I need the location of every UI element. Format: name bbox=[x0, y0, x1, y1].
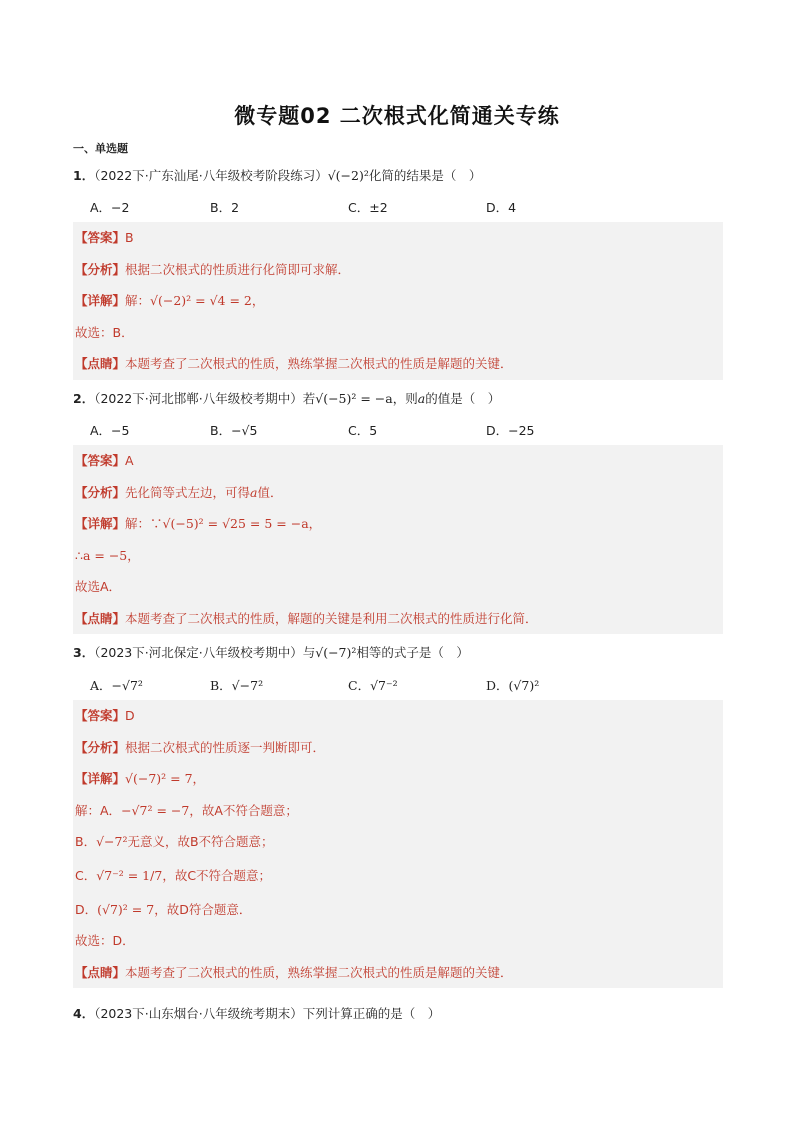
analysis-tag: 【分析】 bbox=[75, 484, 126, 500]
question-text: 化简的结果是（ ） bbox=[368, 168, 482, 183]
page-title: 微专题02 二次根式化简通关专练 bbox=[234, 104, 560, 128]
question-expression: √(−7)² bbox=[315, 645, 357, 660]
comment-text: 本题考查了二次根式的性质，熟练掌握二次根式的性质是解题的关键． bbox=[125, 964, 513, 980]
detail-line-d bbox=[73, 894, 723, 926]
choose-text: 故选：D． bbox=[75, 933, 135, 948]
option-a: A．−5 bbox=[90, 423, 130, 438]
question-source: （2022下·河北邯郸·八年级校考期中） bbox=[94, 391, 303, 406]
analysis-text-end: 值． bbox=[257, 484, 283, 500]
detail-row bbox=[73, 285, 723, 317]
option-d: D．(√7)² bbox=[486, 678, 540, 693]
answer-row bbox=[73, 222, 723, 254]
question-3-options bbox=[90, 676, 730, 696]
option-a: A．−2 bbox=[90, 200, 130, 215]
analysis-tag: 【分析】 bbox=[75, 261, 126, 277]
detail-row bbox=[73, 508, 723, 540]
detail-line-expr: √−7² bbox=[96, 834, 128, 849]
detail-text: 解：√(−2)² = √4 = 2， bbox=[125, 293, 265, 308]
question-mid: ，则 bbox=[392, 391, 418, 406]
question-number: 2． bbox=[73, 391, 95, 406]
answer-tag: 【答案】 bbox=[75, 453, 126, 468]
question-expression: √(−5)² = −a bbox=[315, 391, 393, 406]
question-1-options bbox=[90, 198, 730, 218]
question-text: 相等的式子是（ ） bbox=[356, 645, 469, 660]
answer-value: A bbox=[125, 453, 134, 468]
comment-tag: 【点睛】 bbox=[75, 610, 126, 626]
answer-value: D bbox=[125, 708, 135, 723]
question-3-solution bbox=[73, 700, 723, 988]
detail-tag: 【详解】 bbox=[75, 516, 126, 531]
option-b: B．√−7² bbox=[210, 678, 264, 693]
question-text: 的值是（ ） bbox=[425, 391, 501, 406]
comment-row bbox=[73, 348, 723, 380]
detail-line-expr: (√7)² = 7 bbox=[97, 901, 155, 917]
question-source: （2022下·广东汕尾·八年级校考阶段练习） bbox=[94, 168, 328, 183]
question-2-solution bbox=[73, 445, 723, 634]
detail-line-label: D． bbox=[75, 901, 98, 917]
detail-text-2: ∴a = −5， bbox=[75, 547, 140, 563]
detail-row bbox=[73, 763, 723, 795]
option-c: C．√7⁻² bbox=[348, 678, 398, 693]
detail-line-text: ，故D符合题意． bbox=[154, 901, 252, 917]
detail-line-text: 无意义，故B不符合题意； bbox=[127, 834, 274, 849]
option-b: B．−√5 bbox=[210, 423, 258, 438]
detail-line-text: ，故A不符合题意； bbox=[189, 802, 298, 818]
question-1-solution bbox=[73, 222, 723, 380]
detail-line-expr: −√7² = −7 bbox=[121, 802, 190, 818]
analysis-text: 先化简等式左边，可得 bbox=[125, 484, 251, 500]
detail-line-label: 解：A． bbox=[75, 802, 122, 818]
question-source: （2023下·山东烟台·八年级统考期末） bbox=[94, 1006, 303, 1021]
detail-tag: 【详解】 bbox=[75, 293, 126, 308]
question-number: 3． bbox=[73, 645, 95, 660]
detail-row-2 bbox=[73, 540, 723, 572]
detail-line-b bbox=[73, 826, 723, 858]
answer-tag: 【答案】 bbox=[75, 230, 126, 245]
answer-row bbox=[73, 700, 723, 732]
option-d: D．4 bbox=[486, 200, 517, 215]
question-4-stem bbox=[73, 1004, 440, 1022]
question-number: 1． bbox=[73, 168, 95, 183]
answer-tag: 【答案】 bbox=[75, 708, 126, 723]
analysis-row bbox=[73, 477, 723, 509]
choose-text: 故选：B． bbox=[75, 324, 134, 340]
question-2-stem bbox=[73, 389, 500, 407]
answer-value: B bbox=[125, 230, 134, 245]
question-3-stem bbox=[73, 643, 469, 661]
choose-row bbox=[73, 925, 723, 957]
analysis-text: 根据二次根式的性质进行化简即可求解． bbox=[125, 261, 351, 277]
comment-row bbox=[73, 603, 723, 635]
comment-row bbox=[73, 957, 723, 989]
detail-line-label: B． bbox=[75, 834, 97, 849]
choose-row bbox=[73, 317, 723, 349]
choose-text: 故选A． bbox=[75, 579, 122, 594]
comment-tag: 【点睛】 bbox=[75, 356, 126, 371]
detail-line-text: ，故C不符合题意； bbox=[162, 867, 272, 883]
question-variable: a bbox=[417, 391, 426, 406]
comment-tag: 【点睛】 bbox=[75, 964, 126, 980]
option-a: A．−√7² bbox=[90, 678, 143, 693]
detail-line-label: C． bbox=[75, 867, 97, 883]
option-d: D．−25 bbox=[486, 423, 535, 438]
question-text: 下列计算正确的是（ ） bbox=[302, 1006, 441, 1021]
comment-text: 本题考查了二次根式的性质，解题的关键是利用二次根式的性质进行化简． bbox=[125, 610, 538, 626]
question-prefix: 与 bbox=[302, 645, 316, 660]
option-b: B．2 bbox=[210, 200, 240, 215]
analysis-tag: 【分析】 bbox=[75, 739, 126, 755]
option-c: C．5 bbox=[348, 423, 378, 438]
option-c: C．±2 bbox=[348, 200, 388, 215]
question-expression: √(−2)² bbox=[327, 168, 369, 183]
analysis-variable: a bbox=[250, 484, 258, 500]
detail-line-a bbox=[73, 795, 723, 827]
section-heading: 一、单选题 bbox=[73, 142, 128, 155]
analysis-row bbox=[73, 732, 723, 764]
detail-line-expr: √7⁻² = 1/7 bbox=[96, 867, 163, 883]
question-number: 4． bbox=[73, 1006, 95, 1021]
detail-tag: 【详解】 bbox=[75, 771, 126, 786]
detail-text: √(−7)² = 7， bbox=[125, 771, 206, 786]
comment-text: 本题考查了二次根式的性质，熟练掌握二次根式的性质是解题的关键． bbox=[125, 356, 513, 371]
detail-line-c bbox=[73, 858, 723, 894]
analysis-text: 根据二次根式的性质逐一判断即可． bbox=[125, 739, 326, 755]
question-2-options bbox=[90, 421, 730, 441]
answer-row bbox=[73, 445, 723, 477]
analysis-row bbox=[73, 254, 723, 286]
question-prefix: 若 bbox=[302, 391, 316, 406]
choose-row bbox=[73, 571, 723, 603]
detail-text: 解：∵√(−5)² = √25 = 5 = −a， bbox=[125, 516, 322, 531]
question-1-stem bbox=[73, 166, 481, 184]
question-source: （2023下·河北保定·八年级校考期中） bbox=[94, 645, 303, 660]
